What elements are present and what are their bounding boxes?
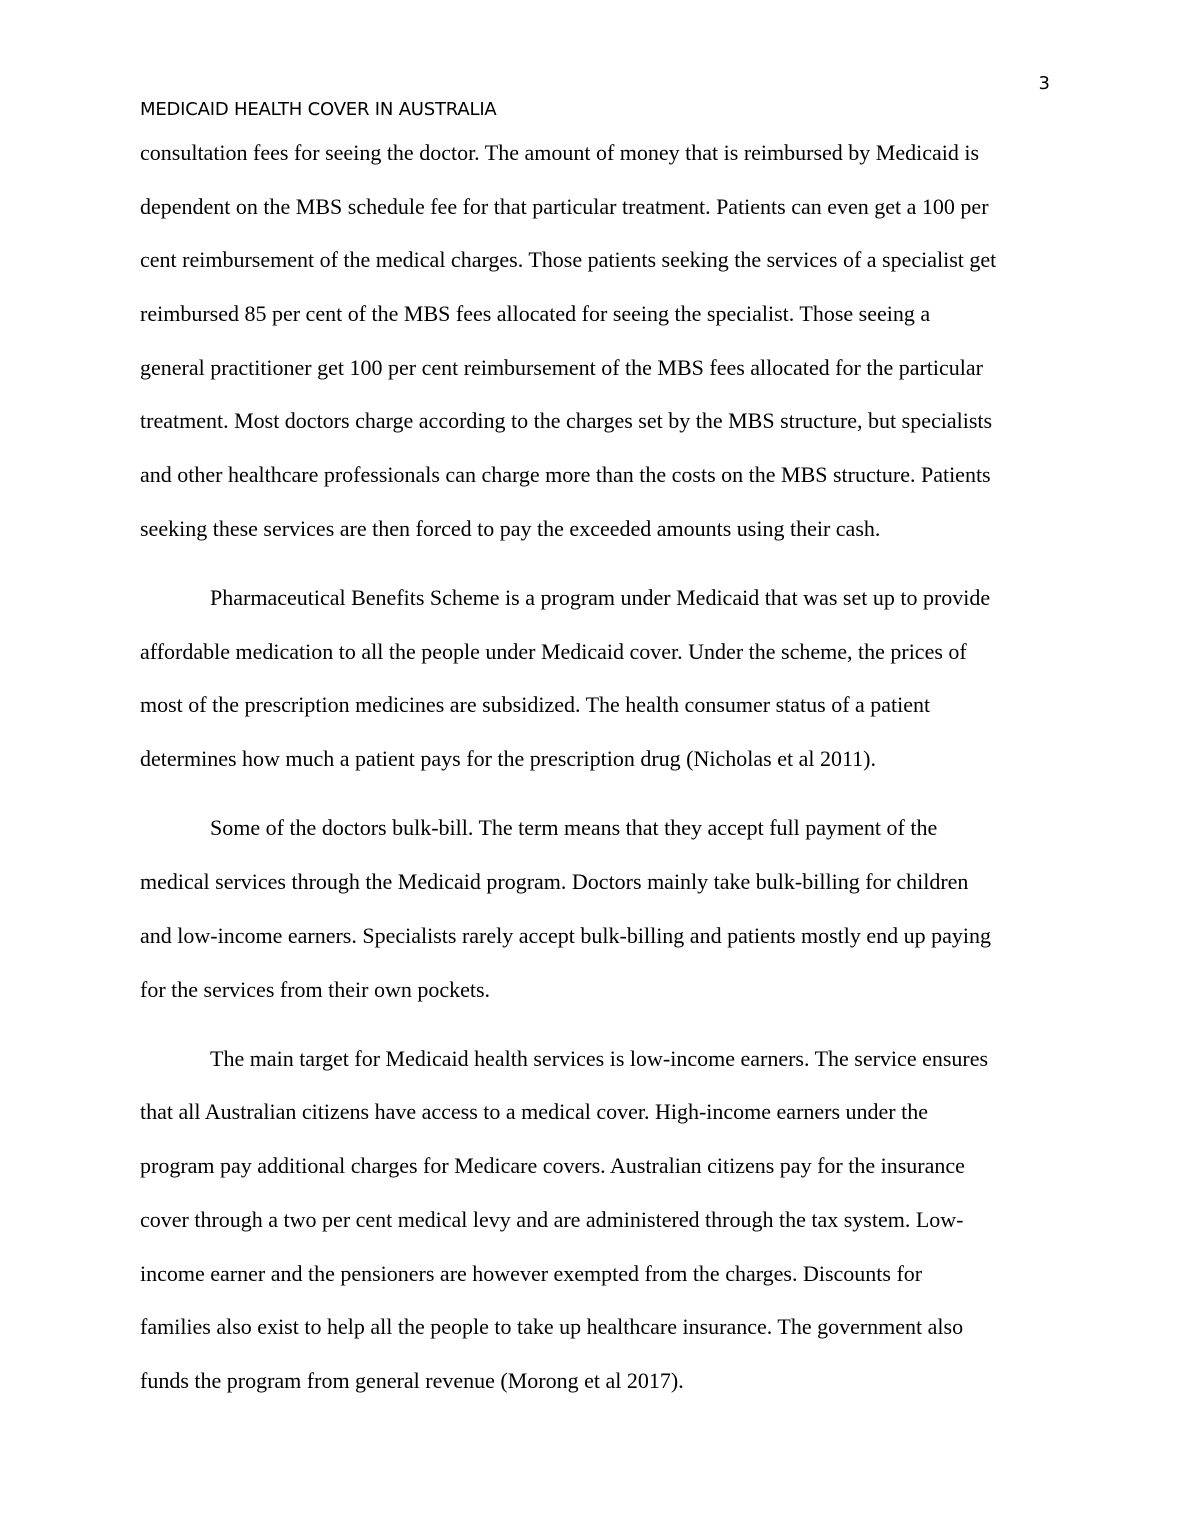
paragraph-4 [140,1032,1060,1408]
text-line: reimbursed 85 per cent of the MBS fees allocated for seeing the specialist. Those seeing a [140,301,931,327]
text-line: income earner and the pensioners are however exempted from the charges. Discounts for [140,1260,923,1286]
text-line: cent reimbursement of the medical charges. Those patients seeking the services of a specialist get [140,247,997,273]
text-line: consultation fees for seeing the doctor. The amount of money that is reimbursed by Medicaid is [140,140,980,165]
text-line: determines how much a patient pays for the prescription drug (Nicholas et al 2011). [140,746,876,772]
text-line: most of the prescription medicines are subsidized. The health consumer status of a patient [140,692,931,718]
running-head: MEDICAID HEALTH COVER IN AUSTRALIA [140,99,497,120]
page-number: 3 [1038,73,1050,94]
paragraph-2 [140,571,1060,786]
paragraph-3 [140,801,1060,1016]
text-line: The main target for Medicaid health services is low-income earners. The service ensures [210,1045,989,1071]
text-line: treatment. Most doctors charge according to the charges set by the MBS structure, but specialists [140,408,993,434]
paragraph-1 [140,126,1060,556]
text-line: and low-income earners. Specialists rarely accept bulk-billing and patients mostly end up paying [140,922,992,948]
text-line: dependent on the MBS schedule fee for that particular treatment. Patients can even get a 100 per [140,193,989,219]
text-line: families also exist to help all the people to take up healthcare insurance. The government also [140,1314,964,1340]
text-line: cover through a two per cent medical levy and are administered through the tax system. Low- [140,1206,964,1232]
text-line: seeking these services are then forced to pay the exceeded amounts using their cash. [140,515,881,541]
text-line: program pay additional charges for Medicare covers. Australian citizens pay for the insurance [140,1153,965,1179]
text-line: Pharmaceutical Benefits Scheme is a program under Medicaid that was set up to provide [210,585,991,611]
text-line: and other healthcare professionals can charge more than the costs on the MBS structure. Patients [140,462,991,488]
text-line: for the services from their own pockets. [140,976,491,1002]
text-line: Some of the doctors bulk-bill. The term means that they accept full payment of the [210,815,938,841]
text-line: affordable medication to all the people under Medicaid cover. Under the scheme, the prices of [140,638,967,664]
text-line: funds the program from general revenue (Morong et al 2017). [140,1367,684,1393]
text-line: medical services through the Medicaid program. Doctors mainly take bulk-billing for children [140,869,969,895]
text-line: that all Australian citizens have access to a medical cover. High-income earners under the [140,1099,929,1125]
document-body [140,126,1060,1408]
text-line: general practitioner get 100 per cent reimbursement of the MBS fees allocated for the particular [140,354,983,380]
